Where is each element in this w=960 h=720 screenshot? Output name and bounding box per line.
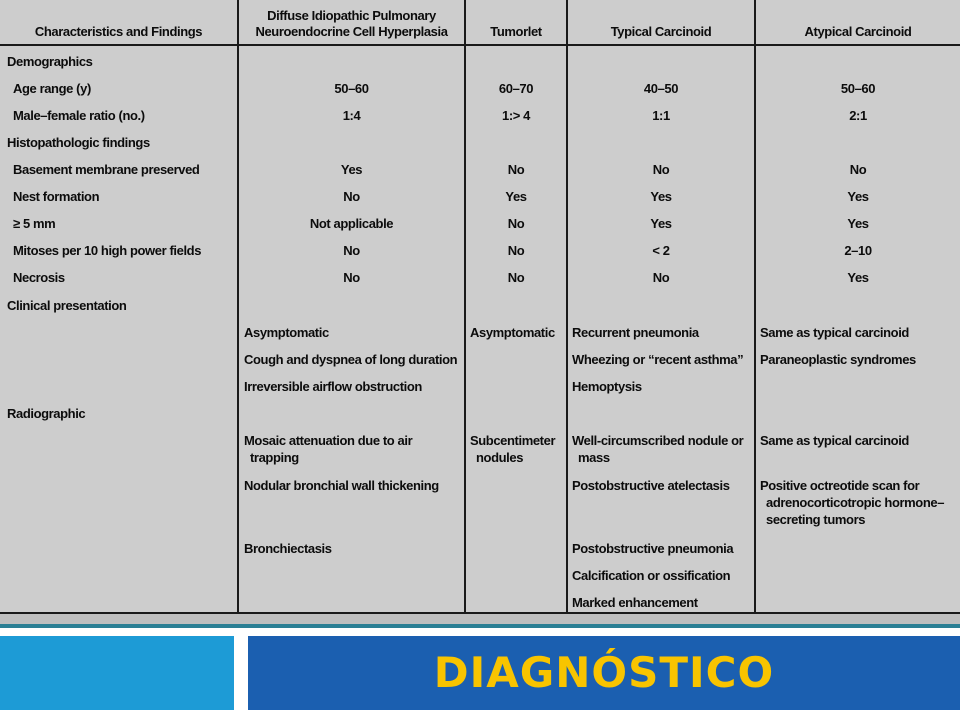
header-diph-line2: Neuroendocrine Cell Hyperplasia <box>255 24 448 39</box>
header-atypical-carcinoid: Atypical Carcinoid <box>804 24 912 39</box>
radiographic-diph-item: Bronchiectasis <box>244 541 332 556</box>
cell-mitoses-typical: < 2 <box>652 243 670 258</box>
header-typical-carcinoid: Typical Carcinoid <box>610 24 712 39</box>
cell-nest-atypical: Yes <box>847 189 869 204</box>
section-demographics: Demographics <box>7 54 93 69</box>
clinical-typical-item: Wheezing or “recent asthma” <box>572 352 744 367</box>
clinical-diph-item: Cough and dyspnea of long duration <box>244 352 458 367</box>
cell-mitoses-diph: No <box>343 243 360 258</box>
cell-sex-diph: 1:4 <box>342 108 361 123</box>
row-label-necrosis: Necrosis <box>13 270 65 285</box>
header-characteristics: Characteristics and Findings <box>34 24 203 39</box>
clinical-tumorlet-item: Asymptomatic <box>470 325 555 340</box>
cell-basement-diph: Yes <box>340 162 363 177</box>
cell-mitoses-tumorlet: No <box>507 243 525 258</box>
cell-necrosis-typical: No <box>652 270 670 285</box>
cell-necrosis-diph: No <box>343 270 360 285</box>
header-divider <box>0 44 960 46</box>
clinical-atypical-item: Paraneoplastic syndromes <box>760 352 916 367</box>
cell-nest-typical: Yes <box>650 189 672 204</box>
radiographic-atypical-item: Same as typical carcinoid <box>760 433 909 448</box>
radiographic-tumorlet-item: Subcentimeter nodules <box>470 433 556 465</box>
cell-basement-atypical: No <box>849 162 867 177</box>
cell-necrosis-atypical: Yes <box>847 270 869 285</box>
row-label-size: ≥ 5 mm <box>13 216 56 231</box>
radiographic-typical-item: Postobstructive atelectasis <box>572 478 730 493</box>
row-label-nest: Nest formation <box>13 189 100 204</box>
cell-size-typical: Yes <box>650 216 672 231</box>
radiographic-typical-item: Well-circumscribed nodule or mass <box>572 433 744 465</box>
radiographic-diph-item: Nodular bronchial wall thickening <box>244 478 439 493</box>
cell-age-tumorlet: 60–70 <box>498 81 534 96</box>
section-radiographic: Radiographic <box>7 406 86 421</box>
cell-sex-atypical: 2:1 <box>849 108 867 123</box>
section-clinical: Clinical presentation <box>7 298 127 313</box>
cell-necrosis-tumorlet: No <box>507 270 525 285</box>
radiographic-typical-item: Marked enhancement <box>572 595 698 610</box>
cell-sex-tumorlet: 1:> 4 <box>502 108 530 123</box>
clinical-diph-item: Asymptomatic <box>244 325 329 340</box>
clinical-typical-item: Recurrent pneumonia <box>572 325 699 340</box>
cell-mitoses-atypical: 2–10 <box>844 243 872 258</box>
radiographic-typical-item: Calcification or ossification <box>572 568 731 583</box>
cell-nest-tumorlet: Yes <box>505 189 527 204</box>
section-histopathologic: Histopathologic findings <box>7 135 150 150</box>
accent-box <box>0 636 234 710</box>
row-label-sex-ratio: Male–female ratio (no.) <box>13 108 145 123</box>
cell-size-atypical: Yes <box>847 216 869 231</box>
radiographic-atypical-item: Positive octreotide scan for adrenocorticotropic hormone–secreting tumors <box>760 478 945 527</box>
cell-basement-typical: No <box>652 162 670 177</box>
slide-title: DIAGNÓSTICO <box>433 648 775 697</box>
radiographic-typical-item: Postobstructive pneumonia <box>572 541 734 556</box>
cell-sex-typical: 1:1 <box>652 108 670 123</box>
radiographic-diph-item: Mosaic attenuation due to air trapping <box>244 433 413 465</box>
header-tumorlet: Tumorlet <box>490 24 542 39</box>
header-diph-line1: Diffuse Idiopathic Pulmonary <box>267 8 436 23</box>
row-label-mitoses: Mitoses per 10 high power fields <box>13 243 202 258</box>
cell-basement-tumorlet: No <box>507 162 525 177</box>
cell-size-tumorlet: No <box>507 216 525 231</box>
cell-nest-diph: No <box>343 189 360 204</box>
cell-age-typical: 40–50 <box>643 81 679 96</box>
separator-bar <box>0 614 960 624</box>
clinical-atypical-item: Same as typical carcinoid <box>760 325 909 340</box>
clinical-typical-item: Hemoptysis <box>572 379 642 394</box>
cell-size-diph: Not applicable <box>309 216 394 231</box>
clinical-diph-item: Irreversible airflow obstruction <box>244 379 422 394</box>
cell-age-diph: 50–60 <box>334 81 369 96</box>
row-label-basement: Basement membrane preserved <box>13 162 200 177</box>
separator-line <box>0 624 960 628</box>
cell-age-atypical: 50–60 <box>840 81 876 96</box>
row-label-age: Age range (y) <box>13 81 91 96</box>
